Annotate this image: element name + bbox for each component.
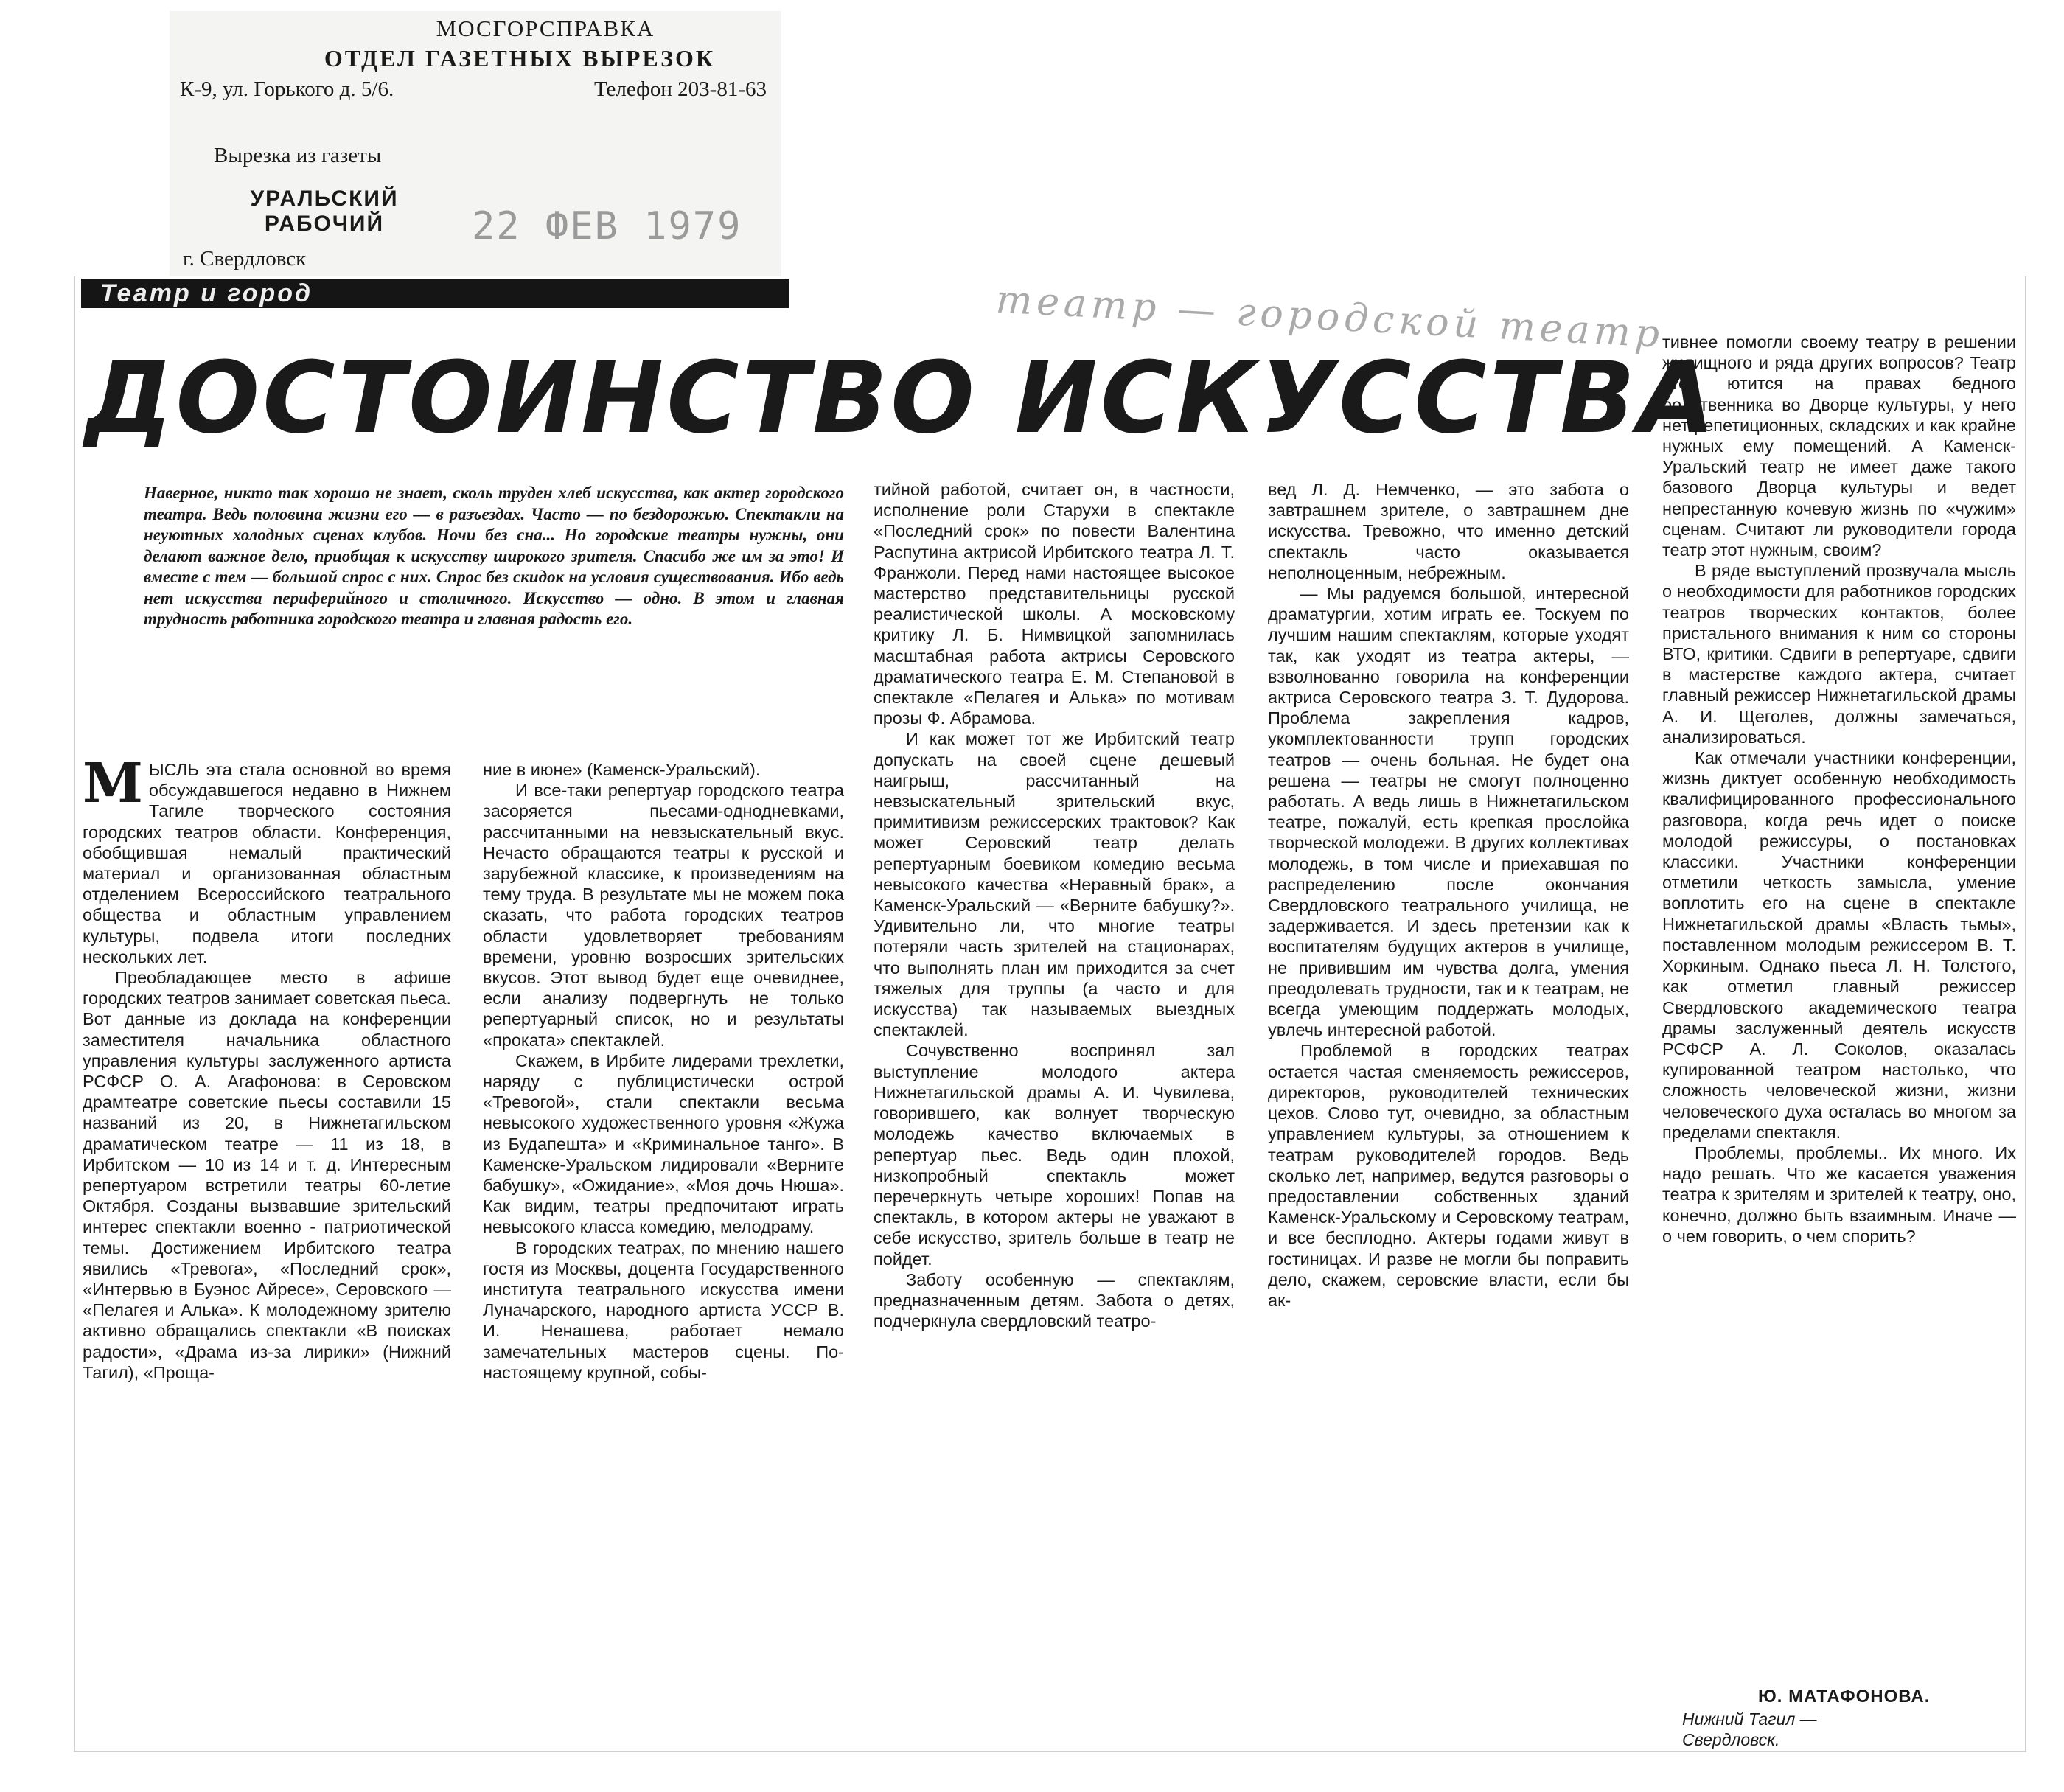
column-paragraph: Как отмечали участники конференции, жизнь диктует особенную необходимость квалифицированного профессионального разговора, когда речь идет о поиске молодой режиссуры, о постановках классики. Участники конференции отметили четкость замысла, умение воплотить его на сцене в спектакле Нижнетагильской драмы «Власть тьмы», поставленном молодым режиссером В. Т. Хоркиным. Однако пьеса Л. Н. Толстого, как отметил главный режиссер Свердловского академического театра драмы заслуженный деятель искусств РСФСР А. Л. Соколов, оказалась купированной театром настолько, что сложность человеческой жизни, жизни человеческого духа осталась во многом за пределами спектакля. bbox=[1662, 748, 2016, 1142]
dateline-place: Нижний Тагил — bbox=[1682, 1709, 1817, 1729]
column-paragraph: Преобладающее место в афише городских театров занимает советская пьеса. Вот данные из доклада на конференции заместителя начальника областного управления культуры заслуженного артиста РСФСР О. А. Агафонова: в Серовском драмтеатре советские пьесы составили 15 названий из 20, в Нижнетагильском драматическом театре — 11 из 18, в Ирбитском — 10 из 14 и т. д. Интересным репертуаром встретили театры 60-летие Октября. Созданы вызвавшие зрительский интерес спектакли военно - патриотической темы. Достижением Ирбитского театра явились «Тревога», «Последний срок», «Интервью в Буэнос Айресе», Серовского — «Пелагея и Алька». К молодежному зрителю активно обращались спектакли «В поисках радости», «Драма из-за лирики» (Нижний Тагил), «Проща- bbox=[83, 968, 451, 1382]
column-paragraph: Заботу особенную — спектаклям, предназначенным детям. Забота о детях, подчеркнула свердловский театро- bbox=[874, 1269, 1235, 1331]
article-lead: Наверное, никто так хорошо не знает, сколь труден хлеб искусства, как актер городского театра. Ведь половина жизни его — в разъездах. Часто — по бездорожью. Спектакли на неуютных холодных сценах клубов. Ночи без сна... Но городские театры нужны, они делают важное дело, приобщая к искусству широкого зрителя. Спасибо же им за это! И вместе с тем — большой спрос с них. Спрос без скидок на условия существования. Ибо ведь нет искусства периферийного и столичного. Искусство — одно. В этом и главная трудность работника городского театра и главная радость его. bbox=[144, 484, 844, 628]
column-paragraph: Проблемы, проблемы.. Их много. Их надо решать. Что же касается уважения театра к зрителям и зрителей к театру, оно, конечно, должно быть взаимным. Иначе — о чем говорить, о чем спорить? bbox=[1662, 1143, 2016, 1246]
newspaper-city: г. Свердловск bbox=[183, 247, 307, 271]
rubric-banner: Театр и город bbox=[81, 279, 789, 308]
column-paragraph bbox=[83, 759, 451, 967]
agency-address: К-9, ул. Горького д. 5/6. bbox=[180, 77, 394, 101]
author-signature: Ю. МАТАФОНОВА. bbox=[1758, 1687, 1931, 1706]
dateline-city: Свердловск. bbox=[1682, 1730, 1780, 1749]
department-name: ОТДЕЛ ГАЗЕТНЫХ ВЫРЕЗОК bbox=[324, 45, 716, 72]
column-paragraph: В ряде выступлений прозвучала мысль о необходимости для работников городских театров творческих контактов, более пристального внимания к ним со стороны ВТО, критики. Сдвиги в репертуаре, сдвиги в мастерстве каждого актера, считает главный режиссер Нижнетагильской драмы А. И. Щеголев, должны замечаться, анализироваться. bbox=[1662, 561, 2016, 747]
column-paragraph: Скажем, в Ирбите лидерами трехлетки, наряду с публицистически острой «Тревогой», стали спектакли весьма невысокого художественного уровня «Жужа из Будапешта» и «Криминальное танго». В Каменске-Уральском лидировали «Верните бабушку», «Ожидание», «Моя дочь Нюша». Как видим, театры предпочитают играть невысокого класса комедию, мелодраму. bbox=[483, 1050, 844, 1237]
agency-name: МОСГОРСПРАВКА bbox=[436, 15, 655, 41]
column-paragraph: И все-таки репертуар городского театра засоряется пьесами-однодневками, рассчитанными на невзыскательный вкус. Нечасто обращаются театры к русской и зарубежной классике, к произведениям на тему труда. В результате мы не можем пока сказать, что работа городских театров области удовлетворяет требованиям времени, уровню возросших зрительских вкусов. Этот вывод будет еще очевиднее, если анализу подвергнуть не только репертуарный список, но и результаты «проката» спектаклей. bbox=[483, 781, 844, 1050]
clipping-date-stamp: 22 ФЕВ 1979 bbox=[472, 204, 742, 248]
column-paragraph: Проблемой в городских театрах остается частая сменяемость режиссеров, директоров, руководителей технических цехов. Слово тут, очевидно, за областным управлением культуры, за отношением к театрам руководителей городов. Ведь сколько лет, например, ведутся разговоры о предоставлении собственных зданий Каменск-Уральскому и Серовскому театрам, и все бесплодно. Актеры годами живут в гостиницах. И разве не могли бы поправить дело, скажем, серовские власти, если бы ак- bbox=[1268, 1041, 1629, 1310]
article-column-1 bbox=[83, 759, 451, 1743]
article-column-4 bbox=[1268, 479, 1629, 1743]
column-paragraph: тивнее помогли своему театру в решении жилищного и ряда других вопросов? Театр этот ютится на правах бедного родственника во Дворце культуры, у него нет репетиционных, складских и как крайне нужных ему помещений. А Каменск-Уральский театр не имеет даже такого базового Дворца культуры и ведет непрестанную кочевую жизнь по «чужим» сценам. Считают ли руководители города театр этот нужным, своим? bbox=[1662, 332, 2016, 560]
column-paragraph: тийной работой, считает он, в частности, исполнение роли Старухи в спектакле «Последний срок» по повести Валентина Распутина актрисой Ирбитского театра Л. Т. Франжоли. Перед нами настоящее высокое мастерство представительницы русской реалистической школы. А московскому критику Л. Б. Нимвицкой запомнилась масштабная работа актрисы Серовского драматического театра Е. М. Степановой в спектакле «Пелагея и Алька» по мотивам прозы Ф. Абрамова. bbox=[874, 480, 1235, 728]
column-paragraph: вед Л. Д. Немченко, — это забота о завтрашнем зрителе, о завтрашнем дне искусства. Тревожно, что именно детский спектакль часто оказывается неполноценным, небрежным. bbox=[1268, 480, 1629, 582]
newspaper-name-line2: РАБОЧИЙ bbox=[264, 212, 385, 236]
article-column-3 bbox=[874, 479, 1235, 1743]
newspaper-name-line1: УРАЛЬСКИЙ bbox=[250, 186, 399, 211]
article-column-2 bbox=[483, 759, 844, 1743]
column-paragraph: ние в июне» (Каменск-Уральский). bbox=[483, 760, 761, 779]
column-paragraph: — Мы радуемся большой, интересной драматургии, хотим играть ее. Тоскуем по лучшим нашим спектаклям, которые уходят так, как уходят из театра актеры, — взволнованно говорила на конференции актриса Серовского театра З. Т. Дудорова. Проблема закрепления кадров, укомплектованности трупп городских театров — очень больная. Не будет она решена — театры не смогут полноценно работать. А ведь лишь в Нижнетагильском театре, пожалуй, есть крепкая прослойка творческой молодежи. В других коллективах молодежь, в том числе и приехавшая по распределению после окончания Свердловского театрального училища, не задерживается. И здесь претензии как к воспитателям будущих актеров в училище, не привившим им чувства долга, умения преодолевать трудности, так и к театрам, не всегда умеющим поддержать молодых, увлечь интересной работой. bbox=[1268, 584, 1629, 1040]
newspaper-name bbox=[240, 186, 409, 237]
article-column-5 bbox=[1662, 332, 2016, 1684]
clipping-from-label: Вырезка из газеты bbox=[214, 144, 382, 167]
column-paragraph: И как может тот же Ирбитский театр допускать на своей сцене дешевый наигрыш, рассчитанный на невзыскательный зрительский вкус, примитивизм режиссерских трактовок? Как может Серовский театр делать репертуарным боевиком комедию весьма невысокого качества «Неравный брак», а Каменск-Уральский — «Верните бабушку?». Удивительно ли, что многие театры потеряли часть зрителей на стационарах, что выполнять план им приходится за счет тяжелых для труппы (а часто и для искусства) так называемых выездных спектаклей. bbox=[874, 729, 1235, 1040]
clipping-service-stamp bbox=[170, 11, 781, 276]
drop-cap: М bbox=[83, 759, 143, 815]
column-text: ЫСЛЬ эта стала основной во время обсуждавшегося недавно в Нижнем Тагиле творческого состояния городских театров области. Конференция, обобщившая немалый практический материал и организованная областным отделением Всероссийского театрального общества и областным управлением культуры, подвела итоги последних нескольких лет. bbox=[83, 760, 451, 966]
agency-phone: Телефон 203-81-63 bbox=[593, 77, 767, 101]
article-title: ДОСТОИНСТВО ИСКУССТВА bbox=[85, 341, 1718, 456]
dateline bbox=[1682, 1709, 1817, 1750]
column-paragraph: В городских театрах, по мнению нашего гостя из Москвы, доцента Государственного института театрального искусства имени Луначарского, народного артиста УССР В. И. Ненашева, работает немало замечательных мастеров сцены. По-настоящему крупной, собы- bbox=[483, 1238, 844, 1382]
column-paragraph: Сочувственно воспринял зал выступление молодого актера Нижнетагильской драмы А. И. Чувилева, говорившего, как волнует творческую молодежь качество включаемых в репертуар пьес. Ведь один плохой, низкопробный спектакль может перечеркнуть четыре хороших! Попав на спектакль, в котором актеры не уважают в себе искусство, зритель больше в театр не пойдет. bbox=[874, 1041, 1235, 1269]
handwritten-note: театр — городской театр bbox=[994, 277, 1665, 357]
